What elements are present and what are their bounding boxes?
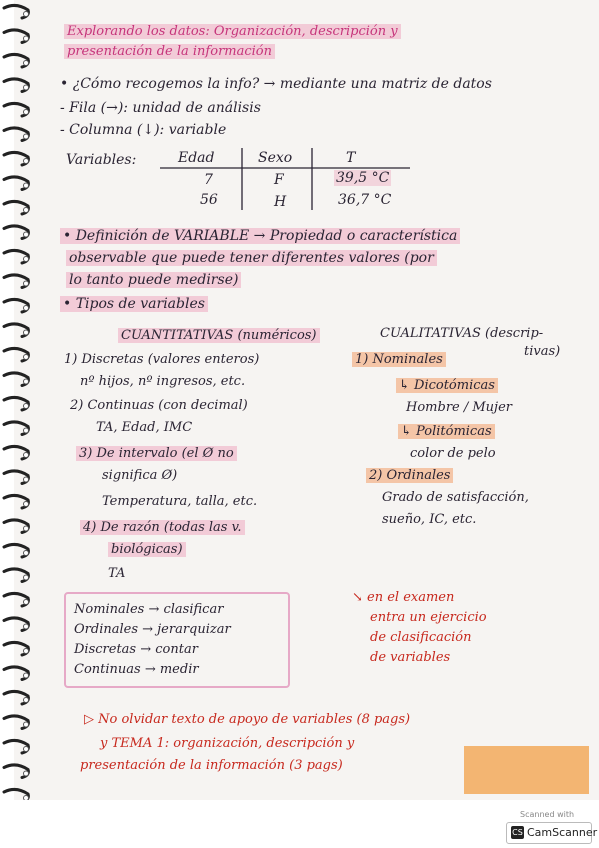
spiral-hole — [24, 159, 29, 164]
spiral-hole — [24, 600, 29, 605]
spiral-hole — [24, 428, 29, 433]
bullet-fila: - Fila (→): unidad de análisis — [60, 100, 261, 116]
footer-line-2: y TEMA 1: organización, descripción y — [100, 736, 355, 751]
box-item: Continuas → medir — [74, 662, 199, 677]
spiral-hole — [24, 502, 29, 507]
cuantitativas-heading: CUANTITATIVAS (numéricos) — [118, 328, 320, 344]
definition-line-3: lo tanto puede medirse) — [66, 272, 241, 288]
footer-line-1: ▷ No olvidar texto de apoyo de variables (8 pags) — [84, 712, 411, 727]
spiral-hole — [24, 673, 29, 678]
cuant-item: significa Ø) — [102, 468, 178, 483]
variables-label: Variables: — [66, 152, 137, 168]
spiral-hole — [24, 747, 29, 752]
sticky-note — [464, 746, 589, 794]
table-header-edad: Edad — [178, 150, 215, 166]
spiral-hole — [24, 404, 29, 409]
box-item: Discretas → contar — [74, 642, 198, 657]
spiral-hole — [24, 379, 29, 384]
spiral-hole — [24, 526, 29, 531]
table-cell: F — [274, 172, 284, 188]
cuant-item: 3) De intervalo (el Ø no — [76, 446, 237, 462]
cualitativas-heading-2: tivas) — [524, 344, 561, 359]
spiral-hole — [24, 698, 29, 703]
spiral-hole — [24, 722, 29, 727]
cuant-item: TA — [108, 566, 126, 581]
cual-item: Hombre / Mujer — [406, 400, 512, 415]
spiral-hole — [24, 771, 29, 776]
table-header-t: T — [346, 150, 356, 166]
cual-item: 2) Ordinales — [366, 468, 453, 484]
box-item: Nominales → clasificar — [74, 602, 224, 617]
cual-item: color de pelo — [410, 446, 496, 461]
cuant-item: nº hijos, nº ingresos, etc. — [80, 374, 246, 389]
box-item: Ordinales → jerarquizar — [74, 622, 231, 637]
exam-note-line: de variables — [370, 650, 451, 665]
spiral-hole — [24, 649, 29, 654]
spiral-hole — [24, 12, 29, 17]
spiral-hole — [24, 257, 29, 262]
spiral-hole — [24, 232, 29, 237]
spiral-hole — [24, 208, 29, 213]
spiral-hole — [24, 624, 29, 629]
table-cell: 56 — [200, 192, 218, 208]
cuant-item: biológicas) — [108, 542, 186, 558]
spiral-hole — [24, 85, 29, 90]
spiral-hole — [24, 330, 29, 335]
cuant-item: TA, Edad, IMC — [96, 420, 193, 435]
table-cell: 36,7 °C — [338, 192, 392, 208]
spiral-binding — [0, 0, 40, 800]
cual-item: sueño, IC, etc. — [382, 512, 477, 527]
exam-note-line: entra un ejercicio — [370, 610, 487, 625]
bullet-matrix: • ¿Cómo recogemos la info? → mediante una matriz de datos — [60, 76, 492, 92]
cual-item: 1) Nominales — [352, 352, 446, 368]
tipos-heading: • Tipos de variables — [60, 296, 208, 312]
table-cell: 39,5 °C — [336, 170, 390, 186]
cual-item: Grado de satisfacción, — [382, 490, 529, 505]
title-line-1: Explorando los datos: Organización, descripción y — [64, 24, 401, 40]
scanned-with-caption: Scanned with — [520, 810, 575, 819]
spiral-hole — [24, 453, 29, 458]
camscanner-icon: CS — [512, 828, 523, 837]
spiral-hole — [24, 61, 29, 66]
camscanner-logo — [506, 822, 598, 844]
title-line-2: presentación de la información — [64, 44, 275, 60]
spiral-hole — [24, 575, 29, 580]
definition-line-2: observable que puede tener diferentes valores (por — [66, 250, 437, 266]
cuant-item: 4) De razón (todas las v. — [80, 520, 245, 536]
spiral-hole — [24, 183, 29, 188]
cuant-item: Temperatura, talla, etc. — [102, 494, 258, 509]
spiral-hole — [24, 36, 29, 41]
definition-line-1: • Definición de VARIABLE → Propiedad o característica — [60, 228, 460, 244]
cuant-item: 2) Continuas (con decimal) — [70, 398, 248, 413]
camscanner-label: CamScanner — [527, 826, 598, 839]
bullet-columna: - Columna (↓): variable — [60, 122, 227, 138]
cual-item: ↳ Dicotómicas — [396, 378, 498, 394]
spiral-hole — [24, 134, 29, 139]
table-cell: 7 — [204, 172, 213, 188]
exam-note-line: de clasificación — [370, 630, 472, 645]
table-header-sexo: Sexo — [258, 150, 293, 166]
cual-item: ↳ Politómicas — [398, 424, 495, 440]
spiral-hole — [24, 551, 29, 556]
cualitativas-heading: CUALITATIVAS (descrip- — [380, 326, 544, 341]
table-cell: H — [274, 194, 287, 210]
spiral-hole — [24, 281, 29, 286]
spiral-hole — [24, 355, 29, 360]
exam-note-line: ↘ en el examen — [352, 590, 455, 605]
cuant-item: 1) Discretas (valores enteros) — [64, 352, 260, 367]
spiral-hole — [24, 306, 29, 311]
spiral-hole — [24, 796, 29, 801]
spiral-hole — [24, 110, 29, 115]
spiral-hole — [24, 477, 29, 482]
footer-line-3: presentación de la información (3 pags) — [80, 758, 343, 773]
